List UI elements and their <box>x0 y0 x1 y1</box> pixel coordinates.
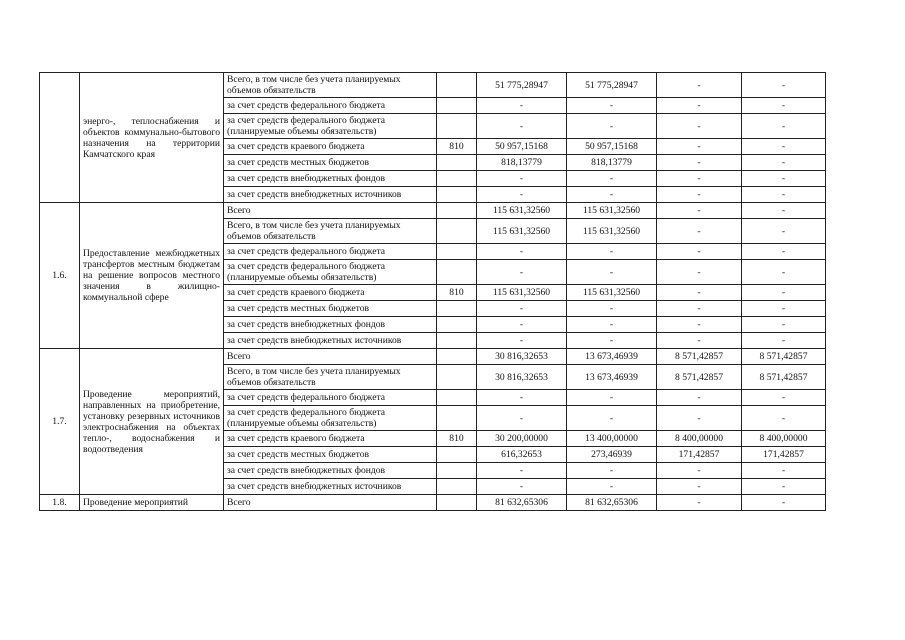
amount-cell: - <box>567 260 657 285</box>
table-body <box>40 73 826 511</box>
budget-code <box>437 463 477 479</box>
amount-cell: - <box>477 244 567 260</box>
amount-cell: - <box>567 333 657 349</box>
amount-cell: - <box>477 301 567 317</box>
amount-cell: 8 571,42857 <box>657 365 742 390</box>
amount-cell: 115 631,32560 <box>567 285 657 301</box>
funding-source: за счет средств внебюджетных источников <box>224 333 437 349</box>
amount-cell: - <box>742 73 826 98</box>
amount-cell: - <box>477 260 567 285</box>
amount-cell: 81 632,65306 <box>567 495 657 511</box>
amount-cell: 115 631,32560 <box>477 203 567 219</box>
amount-cell: - <box>657 301 742 317</box>
amount-cell: - <box>477 98 567 114</box>
budget-code <box>437 447 477 463</box>
amount-cell: 13 400,00000 <box>567 431 657 447</box>
amount-cell: - <box>742 260 826 285</box>
amount-cell: - <box>742 114 826 139</box>
amount-cell: - <box>742 155 826 171</box>
amount-cell: - <box>657 285 742 301</box>
section-name: Проведение мероприятий, направленных на приобретение, установку резервных источников электроснабжения на объектах тепло-, водоснабжения и водоотведения <box>80 349 224 495</box>
amount-cell: - <box>657 114 742 139</box>
amount-cell: - <box>567 406 657 431</box>
section-name: Предоставление межбюджетных трансфертов местным бюджетам на решение вопросов местного значения в жилищно-коммунальной сфере <box>80 203 224 349</box>
budget-code: 810 <box>437 139 477 155</box>
amount-cell: - <box>657 73 742 98</box>
funding-source: за счет средств федерального бюджета <box>224 98 437 114</box>
amount-cell: - <box>742 301 826 317</box>
funding-source: Всего, в том числе без учета планируемых объемов обязательств <box>224 365 437 390</box>
amount-cell: - <box>742 317 826 333</box>
section-number: 1.7. <box>40 349 80 495</box>
amount-cell: - <box>477 317 567 333</box>
budget-code <box>437 406 477 431</box>
amount-cell: - <box>657 260 742 285</box>
amount-cell: 8 571,42857 <box>657 349 742 365</box>
amount-cell: - <box>742 171 826 187</box>
amount-cell: 8 400,00000 <box>742 431 826 447</box>
amount-cell: - <box>742 244 826 260</box>
funding-source: за счет средств местных бюджетов <box>224 447 437 463</box>
amount-cell: 8 571,42857 <box>742 365 826 390</box>
amount-cell: 13 673,46939 <box>567 349 657 365</box>
amount-cell: 171,42857 <box>742 447 826 463</box>
amount-cell: - <box>742 139 826 155</box>
amount-cell: - <box>742 187 826 203</box>
amount-cell: 51 775,28947 <box>567 73 657 98</box>
budget-code <box>437 114 477 139</box>
amount-cell: - <box>567 317 657 333</box>
funding-source: за счет средств федерального бюджета (планируемые объемы обязательств) <box>224 260 437 285</box>
budget-code <box>437 317 477 333</box>
funding-source: за счет средств федерального бюджета (планируемые объемы обязательств) <box>224 114 437 139</box>
amount-cell: 115 631,32560 <box>567 203 657 219</box>
budget-code <box>437 155 477 171</box>
funding-source: за счет средств федерального бюджета <box>224 390 437 406</box>
amount-cell: - <box>742 333 826 349</box>
amount-cell: - <box>657 244 742 260</box>
amount-cell: - <box>657 98 742 114</box>
amount-cell: - <box>477 333 567 349</box>
budget-code <box>437 187 477 203</box>
amount-cell: - <box>567 390 657 406</box>
amount-cell: - <box>657 390 742 406</box>
budget-code <box>437 365 477 390</box>
funding-source: Всего, в том числе без учета планируемых объемов обязательств <box>224 73 437 98</box>
budget-code <box>437 301 477 317</box>
amount-cell: - <box>567 114 657 139</box>
amount-cell: - <box>657 333 742 349</box>
funding-source: за счет средств краевого бюджета <box>224 431 437 447</box>
amount-cell: - <box>742 390 826 406</box>
budget-code <box>437 171 477 187</box>
amount-cell: - <box>657 219 742 244</box>
table-row <box>40 495 826 511</box>
amount-cell: - <box>742 98 826 114</box>
amount-cell: - <box>742 479 826 495</box>
amount-cell: 81 632,65306 <box>477 495 567 511</box>
budget-table <box>39 72 826 511</box>
amount-cell: - <box>657 171 742 187</box>
section-number: 1.8. <box>40 495 80 511</box>
amount-cell: - <box>477 390 567 406</box>
amount-cell: - <box>657 463 742 479</box>
amount-cell: - <box>657 479 742 495</box>
amount-cell: - <box>742 219 826 244</box>
funding-source: за счет средств краевого бюджета <box>224 285 437 301</box>
table-row <box>40 203 826 219</box>
funding-source: Всего, в том числе без учета планируемых объемов обязательств <box>224 219 437 244</box>
amount-cell: - <box>657 139 742 155</box>
amount-cell: - <box>657 187 742 203</box>
amount-cell: - <box>567 479 657 495</box>
funding-source: за счет средств внебюджетных источников <box>224 187 437 203</box>
funding-source: за счет средств местных бюджетов <box>224 155 437 171</box>
amount-cell: 818,13779 <box>477 155 567 171</box>
amount-cell: - <box>567 98 657 114</box>
amount-cell: 171,42857 <box>657 447 742 463</box>
funding-source: за счет средств внебюджетных источников <box>224 479 437 495</box>
amount-cell: - <box>477 406 567 431</box>
table-row <box>40 73 826 98</box>
budget-code <box>437 260 477 285</box>
amount-cell: - <box>742 285 826 301</box>
funding-source: Всего <box>224 495 437 511</box>
funding-source: за счет средств федерального бюджета <box>224 244 437 260</box>
budget-code <box>437 479 477 495</box>
amount-cell: - <box>742 495 826 511</box>
amount-cell: 13 673,46939 <box>567 365 657 390</box>
amount-cell: 818,13779 <box>567 155 657 171</box>
funding-source: за счет средств внебюджетных фондов <box>224 317 437 333</box>
amount-cell: 51 775,28947 <box>477 73 567 98</box>
amount-cell: - <box>567 463 657 479</box>
amount-cell: - <box>657 406 742 431</box>
funding-source: за счет средств краевого бюджета <box>224 139 437 155</box>
amount-cell: 30 816,32653 <box>477 365 567 390</box>
amount-cell: 30 200,00000 <box>477 431 567 447</box>
amount-cell: 616,32653 <box>477 447 567 463</box>
budget-code <box>437 390 477 406</box>
funding-source: за счет средств федерального бюджета (планируемые объемы обязательств) <box>224 406 437 431</box>
budget-code <box>437 98 477 114</box>
amount-cell: 8 400,00000 <box>657 431 742 447</box>
amount-cell: - <box>477 187 567 203</box>
funding-source: за счет средств внебюджетных фондов <box>224 171 437 187</box>
amount-cell: - <box>742 406 826 431</box>
amount-cell: - <box>742 203 826 219</box>
amount-cell: 273,46939 <box>567 447 657 463</box>
amount-cell: 115 631,32560 <box>477 219 567 244</box>
budget-code <box>437 495 477 511</box>
funding-source: за счет средств внебюджетных фондов <box>224 463 437 479</box>
amount-cell: - <box>477 171 567 187</box>
amount-cell: - <box>477 463 567 479</box>
funding-source: за счет средств местных бюджетов <box>224 301 437 317</box>
amount-cell: 115 631,32560 <box>477 285 567 301</box>
amount-cell: - <box>477 479 567 495</box>
amount-cell: - <box>567 301 657 317</box>
amount-cell: 115 631,32560 <box>567 219 657 244</box>
amount-cell: - <box>567 171 657 187</box>
section-number: 1.6. <box>40 203 80 349</box>
section-name: Проведение мероприятий <box>80 495 224 511</box>
table-row <box>40 349 826 365</box>
budget-code <box>437 244 477 260</box>
amount-cell: 50 957,15168 <box>567 139 657 155</box>
amount-cell: - <box>742 463 826 479</box>
budget-code <box>437 73 477 98</box>
amount-cell: - <box>567 244 657 260</box>
amount-cell: - <box>657 203 742 219</box>
funding-source: Всего <box>224 203 437 219</box>
budget-code <box>437 203 477 219</box>
amount-cell: - <box>657 155 742 171</box>
section-number <box>40 73 80 203</box>
amount-cell: - <box>477 114 567 139</box>
amount-cell: 8 571,42857 <box>742 349 826 365</box>
budget-code <box>437 219 477 244</box>
amount-cell: - <box>657 317 742 333</box>
section-name: энерго-, теплоснабжения и объектов коммунально-бытового назначения на территории Камчатского края <box>80 73 224 203</box>
budget-code <box>437 349 477 365</box>
budget-code <box>437 333 477 349</box>
amount-cell: 30 816,32653 <box>477 349 567 365</box>
amount-cell: - <box>567 187 657 203</box>
amount-cell: - <box>657 495 742 511</box>
funding-source: Всего <box>224 349 437 365</box>
budget-code: 810 <box>437 431 477 447</box>
amount-cell: 50 957,15168 <box>477 139 567 155</box>
budget-code: 810 <box>437 285 477 301</box>
